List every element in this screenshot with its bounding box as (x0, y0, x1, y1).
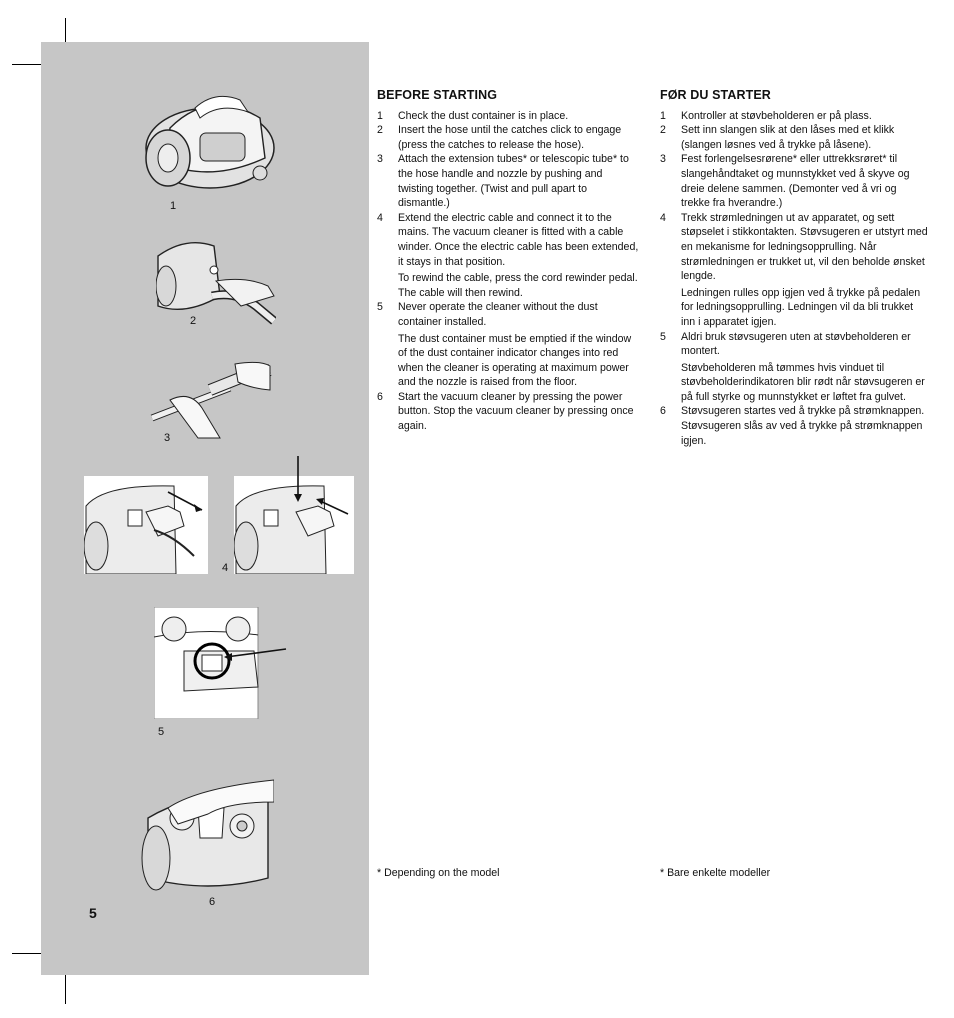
step-text (681, 404, 928, 448)
norwegian-steps (660, 109, 928, 449)
illustration-power-button (138, 778, 274, 894)
step-paragraph: Check the dust container is in place. (398, 109, 569, 122)
step-paragraph: Ledningen rulles opp igjen ved å trykke på pedalen for ledningsopprulling. Ledningen vil da bli trukket inn i apparatet igjen. (681, 286, 921, 328)
norwegian-heading: FØR DU STARTER (660, 88, 771, 102)
step-number: 3 (660, 153, 666, 166)
norwegian-footnote: * Bare enkelte modeller (660, 867, 771, 879)
step-text (681, 109, 928, 124)
step-paragraph: The dust container must be emptied if the window of the dust container indicator changes into red when the cleaner is operating at maximum power and the nozzle is raised from the floor. (398, 332, 632, 389)
step-item (377, 211, 639, 301)
step-text (398, 300, 639, 390)
english-heading: BEFORE STARTING (377, 88, 498, 102)
step-paragraph: Never operate the cleaner without the dust container installed. (398, 301, 598, 328)
step-text (681, 211, 928, 330)
step-text (681, 330, 928, 405)
step-text (398, 390, 639, 434)
illustration-vacuum-cleaner (140, 88, 280, 198)
step-number: 6 (660, 405, 666, 418)
step-paragraph: Støvbeholderen må tømmes hvis vinduet til støvbeholderindikatoren blir rødt når støvsugeren er på full styrke og munnstykket er løftet fra gulvet. (681, 361, 925, 403)
step-number: 4 (377, 211, 383, 224)
step-item (660, 404, 928, 448)
english-instructions (377, 88, 639, 434)
english-footnote: * Depending on the model (377, 867, 500, 879)
step-paragraph: Attach the extension tubes* or telescopic tube* to the hose handle and nozzle by pushing and twisting together. (Twist and pull apart to dismantle.) (398, 153, 629, 210)
page-number: 5 (89, 905, 97, 921)
figure-label-5: 5 (158, 726, 165, 738)
step-paragraph: Insert the hose until the catches click to engage (press the catches to release the hose). (398, 124, 622, 151)
step-item (377, 300, 639, 390)
illustration-plug-insert-left (84, 476, 208, 574)
step-item (660, 152, 928, 210)
step-item (377, 123, 639, 152)
step-number: 5 (660, 330, 666, 343)
step-paragraph: Sett inn slangen slik at den låses med et klikk (slangen løsnes ved å trykke på låsene). (681, 124, 895, 151)
step-item (660, 123, 928, 152)
step-paragraph: Aldri bruk støvsugeren uten at støvbeholderen er montert. (681, 330, 911, 358)
norwegian-instructions (660, 88, 928, 448)
illustration-plug-insert-right (234, 454, 354, 574)
step-item (377, 109, 639, 124)
step-number: 3 (377, 153, 383, 166)
figure-label-2: 2 (190, 315, 197, 327)
illustration-attach-tube (150, 360, 272, 440)
step-item (660, 211, 928, 330)
illustration-dust-indicator (154, 607, 288, 719)
step-text (681, 123, 928, 152)
figure-label-6: 6 (209, 896, 216, 908)
figure-label-1: 1 (170, 200, 177, 212)
step-paragraph: Kontroller at støvbeholderen er på plass. (681, 109, 872, 122)
step-number: 2 (377, 124, 383, 137)
step-text (398, 211, 639, 301)
step-paragraph: To rewind the cable, press the cord rewinder pedal. The cable will then rewind. (398, 272, 638, 299)
step-paragraph: Støvsugeren startes ved å trykke på strømknappen. Støvsugeren slås av ved å trykke på strømknappen igjen. (681, 405, 925, 447)
step-number: 4 (660, 211, 666, 224)
step-text (398, 109, 639, 124)
step-number: 5 (377, 301, 383, 314)
step-paragraph: Trekk strømledningen ut av apparatet, og sett støpselet i stikkontakten. Støvsugeren er utstyrt med en mekanisme for ledningsopprulling. Når strømledningen er trukket ut, vil den beholde ønsket lengde. (681, 211, 928, 283)
step-item (377, 390, 639, 434)
figure-label-4: 4 (222, 562, 229, 574)
step-item (660, 109, 928, 124)
step-number: 1 (660, 109, 666, 122)
step-text (398, 152, 639, 210)
step-number: 6 (377, 390, 383, 403)
step-number: 2 (660, 124, 666, 137)
step-paragraph: Extend the electric cable and connect it to the mains. The vacuum cleaner is fitted with a cable winder. Once the electric cable has been extended, it stays in that position. (398, 211, 639, 268)
step-paragraph: Fest forlengelsesrørene* eller uttrekksrøret* til slangehåndtaket og munnstykket ved å skyve og dreie delene sammen. (Demonter ved å vri og trekke fra hverandre.) (681, 153, 910, 210)
step-text (681, 152, 928, 210)
step-paragraph: Start the vacuum cleaner by pressing the power button. Stop the vacuum cleaner by pressing once again. (398, 390, 634, 433)
step-item (377, 152, 639, 210)
step-item (660, 330, 928, 405)
step-number: 1 (377, 109, 383, 122)
english-steps (377, 109, 639, 434)
illustration-insert-hose (156, 236, 276, 326)
figure-label-3: 3 (164, 432, 171, 444)
step-text (398, 123, 639, 152)
